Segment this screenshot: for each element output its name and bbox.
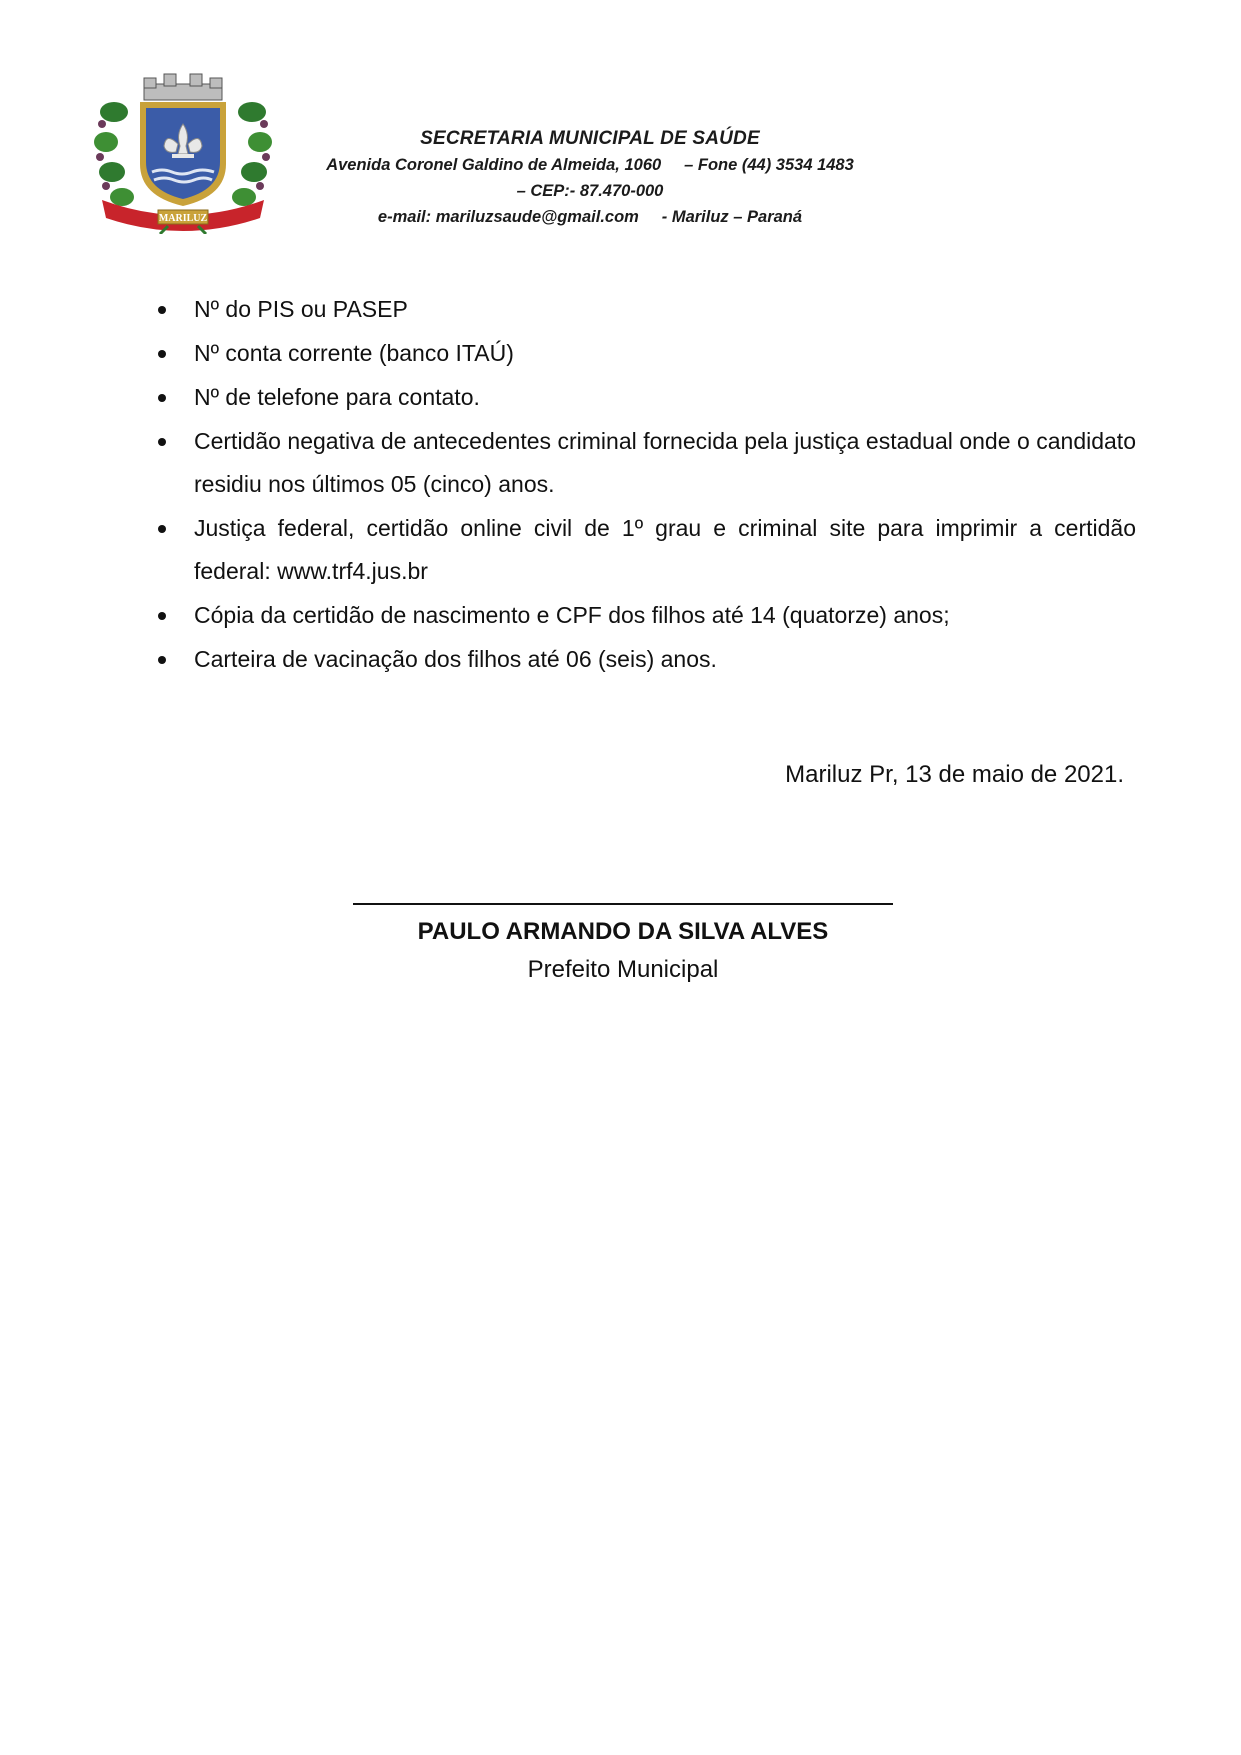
bullet-icon xyxy=(158,525,166,533)
bullet-icon xyxy=(158,438,166,446)
bullet-icon xyxy=(158,394,166,402)
bullet-icon xyxy=(158,350,166,358)
letterhead xyxy=(250,126,930,230)
crest-ribbon-label: MARILUZ xyxy=(158,213,208,224)
letterhead-address: Avenida Coronel Galdino de Almeida, 1060 – Fone (44) 3534 1483 xyxy=(326,156,854,174)
crest-shield xyxy=(140,102,226,206)
letterhead-cep: – CEP:- 87.470-000 xyxy=(516,182,664,200)
list-item-text: Nº conta corrente (banco ITAÚ) xyxy=(194,340,514,366)
list-item xyxy=(148,507,1136,593)
list-item-text: Cópia da certidão de nascimento e CPF dos filhos até 14 (quatorze) anos; xyxy=(194,602,950,628)
list-item-text: Carteira de vacinação dos filhos até 06 (seis) anos. xyxy=(194,646,717,672)
list-item xyxy=(148,594,1136,637)
signer-name: PAULO ARMANDO DA SILVA ALVES xyxy=(417,918,829,945)
list-item-text: Nº de telefone para contato. xyxy=(194,384,480,410)
list-item-text: Justiça federal, certidão online civil de 1º grau e criminal site para imprimir a certidão federal: www.trf4.jus.br xyxy=(194,515,1136,584)
signer-role: Prefeito Municipal xyxy=(527,956,719,983)
bullet-icon xyxy=(158,656,166,664)
list-item xyxy=(148,332,1136,375)
crest-crown xyxy=(144,74,222,100)
list-item xyxy=(148,288,1136,331)
requirements-list xyxy=(148,288,1136,682)
list-item-text: Certidão negativa de antecedentes criminal fornecida pela justiça estadual onde o candidato residiu nos últimos 05 (cinco) anos. xyxy=(194,428,1136,497)
signature-line xyxy=(353,903,893,905)
letterhead-contact: e-mail: mariluzsaude@gmail.com - Mariluz – Paraná xyxy=(377,208,803,226)
list-item xyxy=(148,376,1136,419)
list-item xyxy=(148,420,1136,506)
bullet-icon xyxy=(158,306,166,314)
crest-foliage-left xyxy=(94,102,134,206)
bullet-icon xyxy=(158,612,166,620)
letterhead-title: SECRETARIA MUNICIPAL DE SAÚDE xyxy=(420,128,760,149)
date-line: Mariluz Pr, 13 de maio de 2021. xyxy=(785,761,1124,788)
municipal-crest-logo xyxy=(92,72,274,234)
list-item xyxy=(148,638,1136,681)
list-item-text: Nº do PIS ou PASEP xyxy=(194,296,408,322)
